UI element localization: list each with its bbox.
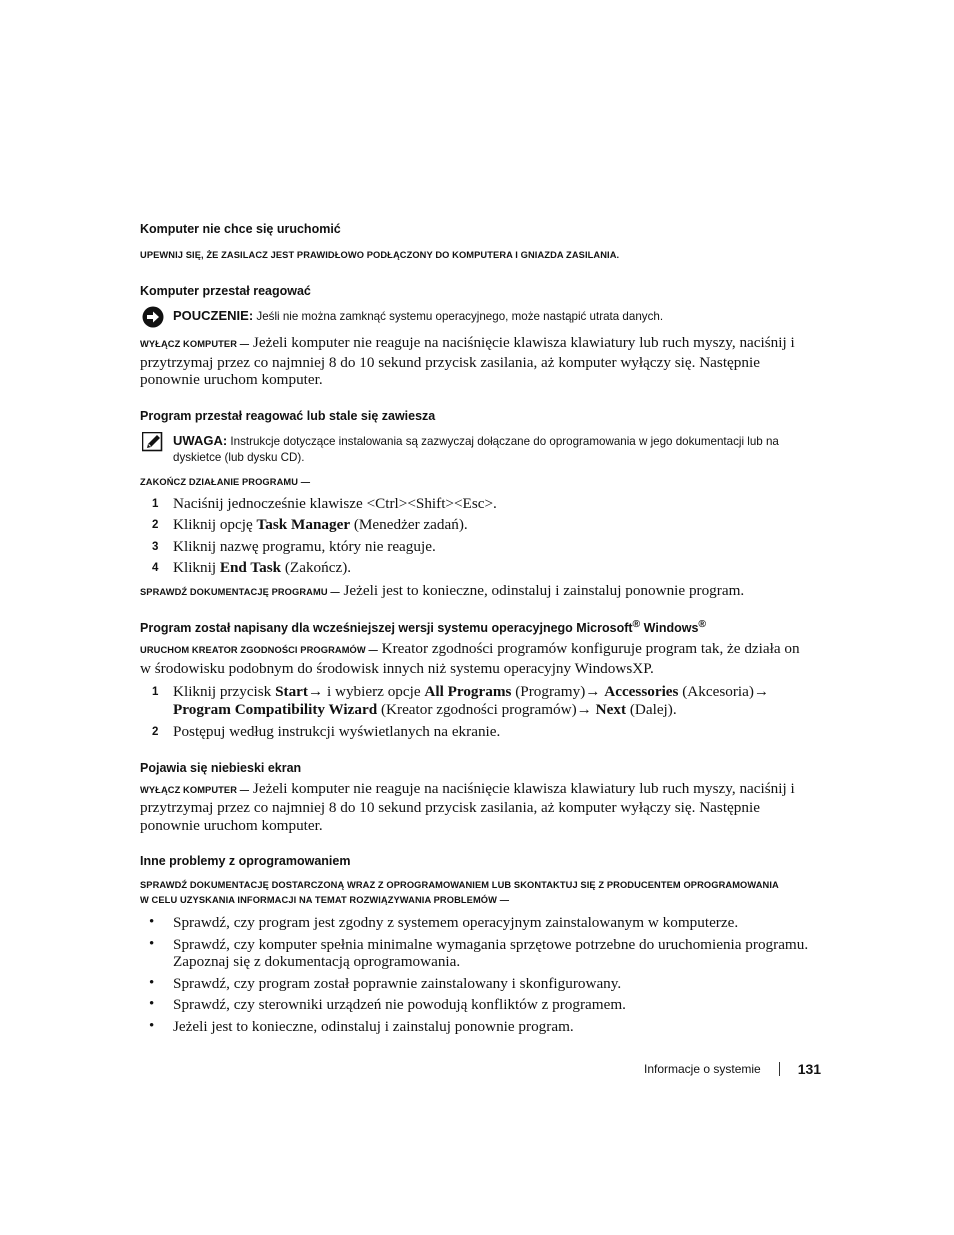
paragraph-blue-screen xyxy=(140,780,812,835)
notice-arrow-icon xyxy=(142,306,164,328)
list-item: 2 Postępuj według instrukcji wyświetlanych na ekranie. xyxy=(152,723,501,741)
lead-software-docs-line1: SPRAWDŹ DOKUMENTACJĘ DOSTARCZONĄ WRAZ Z OPROGRAMOWANIEM LUB SKONTAKTUJ SIĘ Z PRODUCENTEM OPROGRAMOWANIA xyxy=(140,880,779,891)
heading-blue-screen: Pojawia się niebieski ekran xyxy=(140,760,302,775)
notice-box xyxy=(140,308,812,330)
steps-end-program xyxy=(140,495,812,577)
list-item: 2 Kliknij opcję Task Manager (Menedżer zadań). xyxy=(152,516,468,533)
bullets-software-checks xyxy=(140,914,812,1035)
list-item: • Sprawdź, czy sterowniki urządzeń nie powodują konfliktów z programem. xyxy=(149,996,626,1014)
paragraph-compat-wizard xyxy=(140,640,812,677)
text-blue-screen: Jeżeli komputer nie reaguje na naciśnięcie klawisza klawiatury lub ruch myszy, naciśnij i przytrzymaj przez co najmniej 8 do 10 sekund przycisk zasilania, aż komputer wyłączy się. Następnie ponownie uruchom komputer. xyxy=(140,779,795,834)
instruction-check-adapter: UPEWNIJ SIĘ, ŻE ZASILACZ JEST PRAWIDŁOWO PODŁĄCZONY DO KOMPUTERA I GNIAZDA ZASILANIA. xyxy=(140,250,620,260)
page-content xyxy=(140,222,812,1035)
footer-section-title: Informacje o systemie xyxy=(644,1062,761,1076)
list-item: 1 Naciśnij jednocześnie klawisze <Ctrl><Shift><Esc>. xyxy=(152,494,497,512)
heading-program-hangs: Program przestał reagować lub stale się zawiesza xyxy=(140,408,436,423)
notice-label: POUCZENIE: xyxy=(173,308,254,323)
notice-text: Jeśli nie można zamknąć systemu operacyjnego, może nastąpić utrata danych. xyxy=(256,310,664,323)
pencil-note-icon xyxy=(142,432,164,452)
lead-end-program: ZAKOŃCZ DZIAŁANIE PROGRAMU — xyxy=(140,476,311,487)
list-item: 1 Kliknij przycisk Start→ i wybierz opcje All Programs (Programy)→ Accessories (Akcesoria)→ Program Compatibility Wizard (Kreator zgodności programów)→ Next (Dalej). xyxy=(152,683,770,718)
lead-compat-wizard: URUCHOM KREATOR ZGODNOŚCI PROGRAMÓW — xyxy=(140,645,378,656)
page-footer xyxy=(644,1061,821,1077)
text-check-docs: Jeżeli jest to konieczne, odinstaluj i zainstaluj ponownie program. xyxy=(343,581,745,599)
paragraph-power-off xyxy=(140,334,812,389)
list-item: • Sprawdź, czy program jest zgodny z systemem operacyjnym zainstalowanym w komputerze. xyxy=(149,914,739,932)
text-power-off: Jeżeli komputer nie reaguje na naciśnięcie klawisza klawiatury lub ruch myszy, naciśnij i przytrzymaj przez co najmniej 8 do 10 sekund przycisk zasilania, aż komputer wyłączy się. Następnie ponownie uruchom komputer. xyxy=(140,334,795,388)
heading-older-windows-program: Program został napisany dla wcześniejszej wersji systemu operacyjnego Microsoft® Windows® xyxy=(140,619,707,636)
lead-software-docs-line2: W CELU UZYSKANIA INFORMACJI NA TEMAT ROZWIĄZYWANIA PROBLEMÓW — xyxy=(140,895,510,906)
steps-compat-wizard xyxy=(140,683,812,741)
lead-blue-screen: WYŁĄCZ KOMPUTER — xyxy=(140,784,250,795)
list-item: 3 Kliknij nazwę programu, który nie reaguje. xyxy=(152,537,436,555)
lead-power-off: WYŁĄCZ KOMPUTER — xyxy=(140,339,250,349)
footer-divider xyxy=(779,1062,780,1076)
list-item: • Jeżeli jest to konieczne, odinstaluj i zainstaluj ponownie program. xyxy=(149,1017,574,1035)
note-text: Instrukcje dotyczące instalowania są zazwyczaj dołączane do oprogramowania w jego dokumentacji lub na dyskietce (lub dysku CD). xyxy=(173,434,779,464)
paragraph-check-docs xyxy=(140,582,812,602)
heading-computer-stopped-responding: Komputer przestał reagować xyxy=(140,284,311,298)
heading-other-software-problems: Inne problemy z oprogramowaniem xyxy=(140,854,351,869)
page-number: 131 xyxy=(797,1061,822,1077)
note-box xyxy=(140,433,812,466)
text-compat-wizard: Kreator zgodności programów konfiguruje program tak, że działa on w środowisku podobnym do środowisk innych niż systemu operacyjny WindowsXP. xyxy=(140,640,800,677)
heading-computer-wont-start: Komputer nie chce się uruchomić xyxy=(140,222,341,236)
list-item: • Sprawdź, czy program został poprawnie zainstalowany i skonfigurowany. xyxy=(149,974,622,992)
note-label: UWAGA: xyxy=(173,432,228,448)
list-item: • Sprawdź, czy komputer spełnia minimalne wymagania sprzętowe potrzebne do uruchomienia programu. Zapoznaj się z dokumentacją oprogramowania. xyxy=(149,935,809,971)
lead-check-docs: SPRAWDŹ DOKUMENTACJĘ PROGRAMU — xyxy=(140,586,340,597)
list-item: 4 Kliknij End Task (Zakończ). xyxy=(152,559,352,576)
